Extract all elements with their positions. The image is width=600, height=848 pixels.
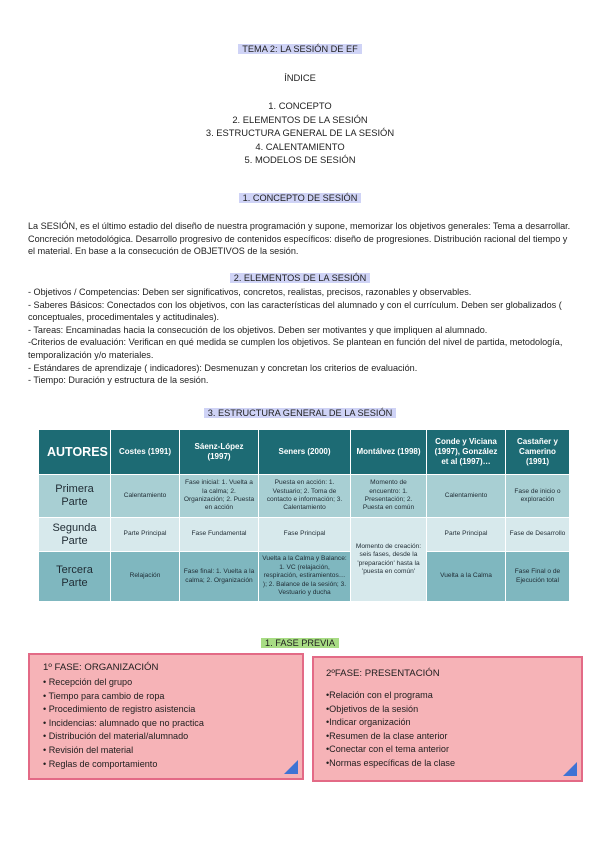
- element-item: [28, 336, 576, 361]
- element-item: [28, 324, 576, 337]
- element-text: Duración y estructura de la sesión.: [65, 375, 209, 386]
- fase-previa-heading-text: 1. FASE PREVIA: [261, 638, 339, 648]
- element-label: -Criterios de evaluación:: [28, 337, 127, 348]
- document-title-text: TEMA 2: LA SESIÓN DE EF: [238, 44, 361, 54]
- organizacion-item: • Tiempo para cambio de ropa: [43, 690, 165, 701]
- presentacion-item: •Relación con el programa: [326, 690, 433, 700]
- row-label: Segunda Parte: [39, 518, 111, 552]
- row-label: Primera Parte: [39, 475, 111, 518]
- table-cell: Fase Fundamental: [180, 518, 259, 552]
- table-cell: Puesta en acción: 1. Vestuario; 2. Toma de contacto e información; 3. Calentamiento: [259, 475, 351, 518]
- organizacion-content: [43, 662, 204, 771]
- index-item: 3. ESTRUCTURA GENERAL DE LA SESIÓN: [205, 127, 395, 138]
- element-item: [28, 299, 576, 324]
- index-item: 5. MODELOS DE SESIÓN: [244, 154, 356, 165]
- element-label: - Objetivos / Competencias:: [28, 287, 140, 297]
- document-title: [0, 44, 600, 54]
- table-row: [39, 552, 570, 602]
- index-list: [0, 99, 600, 167]
- organizacion-item: • Reglas de comportamiento: [43, 758, 158, 769]
- table-cell: Momento de creación: seis fases, desde la 'preparación' hasta la 'puesta en común': [351, 518, 427, 602]
- row-label: Tercera Parte: [39, 552, 111, 602]
- index-item: 4. CALENTAMIENTO: [255, 140, 345, 152]
- element-label: - Saberes Básicos:: [28, 299, 105, 310]
- element-text: Verifican en qué medida se cumplen los objetivos. Se plantean en función del nivel de partida, metodología, temporalización y/o materiales.: [28, 337, 563, 360]
- element-text: Desmenuzan y concretan los criterios de evaluación.: [201, 362, 418, 373]
- element-item: [28, 286, 576, 299]
- table-header-cell: Castañer y Camerino (1991): [506, 430, 570, 475]
- element-text: Encaminadas hacia la consecución de los objetivos. Deben ser motivantes y que impliquen al alumnado.: [63, 324, 488, 335]
- presentacion-item: •Objetivos de la sesión: [326, 703, 419, 714]
- element-text: Conectados con los objetivos, con las características del alumnado y con el currículum. Deben ser globalizados ( conceptuales, procedimentales y actitudinales).: [28, 299, 562, 323]
- table-cell: Vuelta a la Calma: [427, 552, 506, 602]
- table-cell: Momento de encuentro: 1. Presentación; 2. Puesta en común: [351, 475, 427, 518]
- table-row: [39, 518, 570, 552]
- organizacion-item: • Procedimiento de registro asistencia: [43, 704, 196, 715]
- presentacion-title: 2ºFASE: PRESENTACIÓN: [326, 668, 440, 679]
- table-cell: Fase final: 1. Vuelta a la calma; 2. Organización: [180, 552, 259, 602]
- element-label: - Tareas:: [28, 324, 64, 335]
- presentacion-box: [312, 656, 583, 782]
- authors-table: [38, 429, 570, 602]
- table-cell: Fase de inicio o exploración: [506, 475, 570, 518]
- table-cell: Parte Principal: [111, 518, 180, 552]
- elements-list: [28, 286, 576, 387]
- table-header-row: [39, 430, 570, 475]
- table-header-cell: Conde y Viciana (1997), González et al (1997)…: [427, 430, 506, 475]
- organizacion-title: 1º FASE: ORGANIZACIÓN: [43, 662, 159, 673]
- presentacion-item: •Normas específicas de la clase: [326, 757, 456, 768]
- table-header-cell: Montálvez (1998): [351, 430, 427, 475]
- presentacion-content: [326, 668, 455, 771]
- organizacion-item: • Revisión del material: [43, 744, 134, 755]
- element-item: [28, 374, 576, 387]
- element-text: Deben ser significativos, concretos, realistas, precisos, razonables y observables.: [139, 287, 472, 297]
- presentacion-item: •Resumen de la clase anterior: [326, 730, 448, 741]
- table-header-cell: Costes (1991): [111, 430, 180, 475]
- element-label: - Tiempo:: [28, 375, 66, 386]
- organizacion-item: • Distribución del material/alumnado: [43, 731, 189, 742]
- table-cell: Fase Final o de Ejecución total: [506, 552, 570, 602]
- element-item: [28, 362, 576, 375]
- section2-heading: [0, 273, 600, 283]
- section2-heading-text: 2. ELEMENTOS DE LA SESIÓN: [230, 273, 371, 283]
- section3-heading: [0, 408, 600, 418]
- element-label: - Estándares de aprendizaje ( indicadores):: [28, 362, 202, 373]
- section1-heading-text: 1. CONCEPTO DE SESIÓN: [239, 193, 362, 203]
- table-cell: Fase Principal: [259, 518, 351, 552]
- table-header-cell: AUTORES: [39, 430, 111, 475]
- presentacion-item: •Conectar con el tema anterior: [326, 744, 449, 755]
- corner-triangle-icon: [284, 760, 298, 774]
- table-cell: Calentamiento: [427, 475, 506, 518]
- index-item: 2. ELEMENTOS DE LA SESIÓN: [232, 113, 368, 125]
- section1-heading: [0, 193, 600, 203]
- table-cell: Parte Principal: [427, 518, 506, 552]
- corner-triangle-icon: [563, 762, 577, 776]
- table-cell: Relajación: [111, 552, 180, 602]
- table-header-cell: Seners (2000): [259, 430, 351, 475]
- organizacion-item: • Incidencias: alumnado que no practica: [43, 717, 204, 728]
- organizacion-box: [28, 653, 304, 780]
- table-cell: Calentamiento: [111, 475, 180, 518]
- section1-body: La SESIÓN, es el último estadio del diseño de nuestra programación y supone, memorizar los objetivos generales: Tema a desarrollar. Concreción metodológica. Desarrollo progresivo de contenidos específicos: diseño de progresiones. Distribución racional del tiempo y el material. En base a la consecución de OBJETIVOS de la sesión.: [28, 221, 571, 257]
- index-item: 1. CONCEPTO: [268, 100, 332, 111]
- fase-previa-heading: [0, 638, 600, 648]
- table-cell: Vuelta a la Calma y Balance: 1. VC (relajación, respiración, estiramientos… ); 2. Balance de la sesión; 3. Vestuario y ducha: [259, 552, 351, 602]
- table-row: [39, 475, 570, 518]
- index-heading: ÍNDICE: [284, 72, 316, 83]
- section3-heading-text: 3. ESTRUCTURA GENERAL DE LA SESIÓN: [204, 408, 396, 418]
- organizacion-item: • Recepción del grupo: [43, 677, 133, 687]
- table-header-cell: Sáenz-López (1997): [180, 430, 259, 475]
- table-cell: Fase de Desarrollo: [506, 518, 570, 552]
- presentacion-item: •Indicar organización: [326, 717, 411, 728]
- table-cell: Fase inicial: 1. Vuelta a la calma; 2. Organización; 2. Puesta en acción: [180, 475, 259, 518]
